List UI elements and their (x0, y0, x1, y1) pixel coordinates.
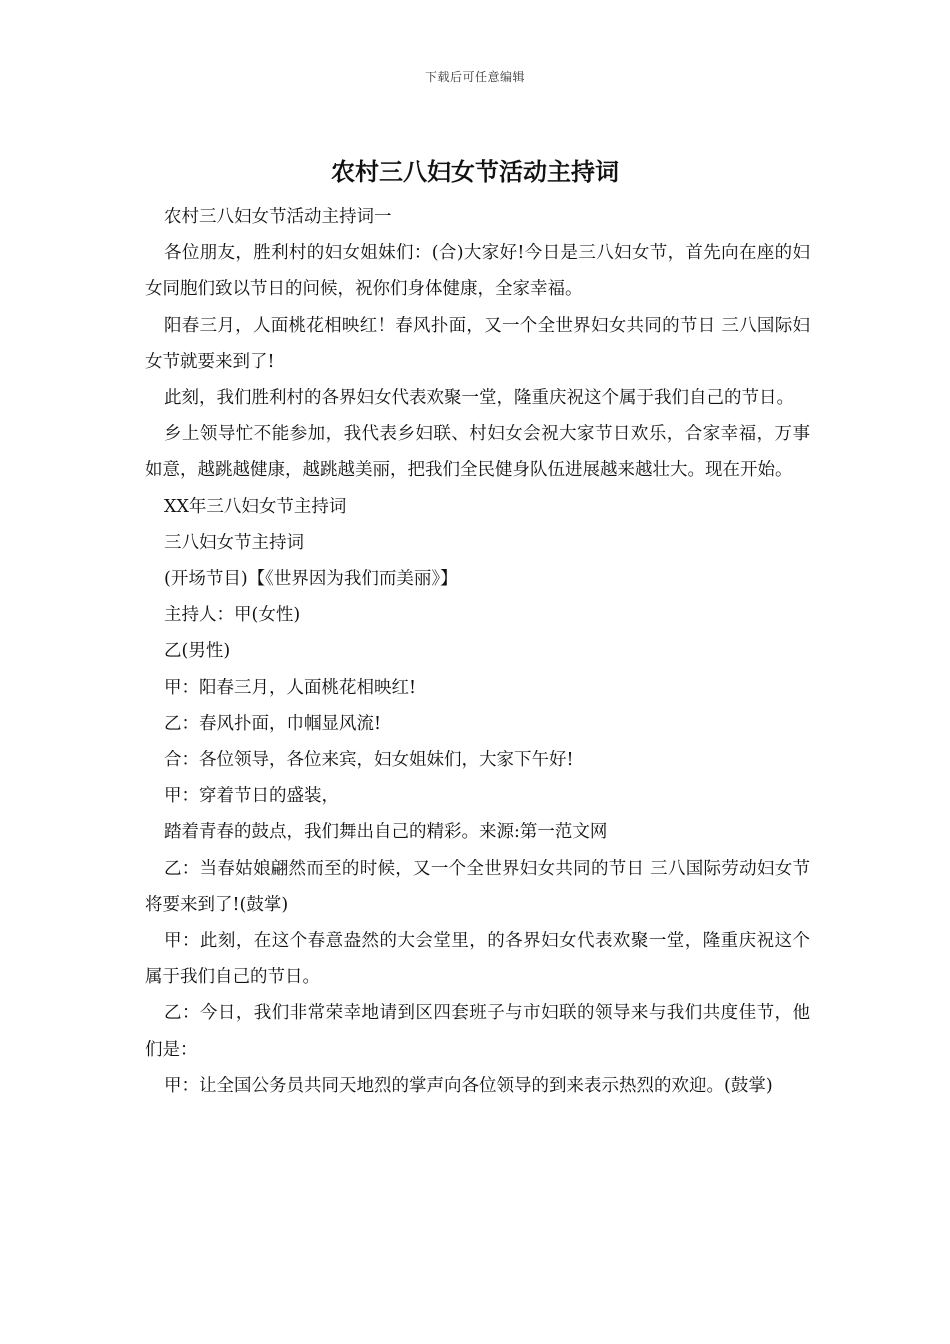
paragraph: 乙(男性) (164, 641, 231, 662)
paragraph: 甲：此刻，在这个春意盎然的大会堂里，的各界妇女代表欢聚一堂，隆重庆祝这个属于我们自己的节日。 (145, 931, 810, 988)
paragraph: 乙：春风扑面，巾帼显风流! (164, 713, 382, 734)
paragraph: 阳春三月，人面桃花相映红！春风扑面，又一个全世界妇女共同的节日 三八国际妇女节就要来到了! (145, 315, 810, 372)
paragraph: XX年三八妇女节主持词 (164, 496, 347, 517)
paragraph: 乙：当春姑娘翩然而至的时候，又一个全世界妇女共同的节日 三八国际劳动妇女节将要来到了!(鼓掌) (145, 858, 810, 915)
paragraph: 三八妇女节主持词 (164, 532, 304, 553)
paragraph: 甲：阳春三月，人面桃花相映红! (164, 677, 417, 698)
document-body (145, 199, 810, 1104)
paragraph: 农村三八妇女节活动主持词一 (164, 207, 392, 227)
paragraph: 此刻，我们胜利村的各界妇女代表欢聚一堂，隆重庆祝这个属于我们自己的节日。 (164, 388, 794, 409)
paragraph: 合：各位领导，各位来宾，妇女姐妹们，大家下午好! (164, 750, 574, 771)
paragraph: 各位朋友，胜利村的妇女姐妹们：(合)大家好!今日是三八妇女节，首先向在座的妇女同胞们致以节日的问候，祝你们身体健康，全家幸福。 (145, 243, 810, 300)
paragraph: (开场节目)【《世界因为我们而美丽》】 (164, 569, 458, 590)
paragraph: 乡上领导忙不能参加，我代表乡妇联、村妇女会祝大家节日欢乐，合家幸福，万事如意，越跳越健康，越跳越美丽，把我们全民健身队伍进展越来越壮大。现在开始。 (145, 424, 810, 481)
document-title: 农村三八妇女节活动主持词 (331, 157, 619, 186)
paragraph: 乙：今日，我们非常荣幸地请到区四套班子与市妇联的领导来与我们共度佳节，他们是： (145, 1003, 810, 1060)
paragraph: 甲：穿着节日的盛装， (164, 786, 339, 807)
paragraph: 甲：让全国公务员共同天地烈的掌声向各位领导的到来表示热烈的欢迎。(鼓掌) (164, 1075, 773, 1096)
paragraph: 踏着青春的鼓点，我们舞出自己的精彩。来源:第一范文网 (164, 822, 608, 843)
header-note: 下载后可任意编辑 (424, 70, 525, 84)
paragraph: 主持人：甲(女性) (164, 605, 301, 626)
